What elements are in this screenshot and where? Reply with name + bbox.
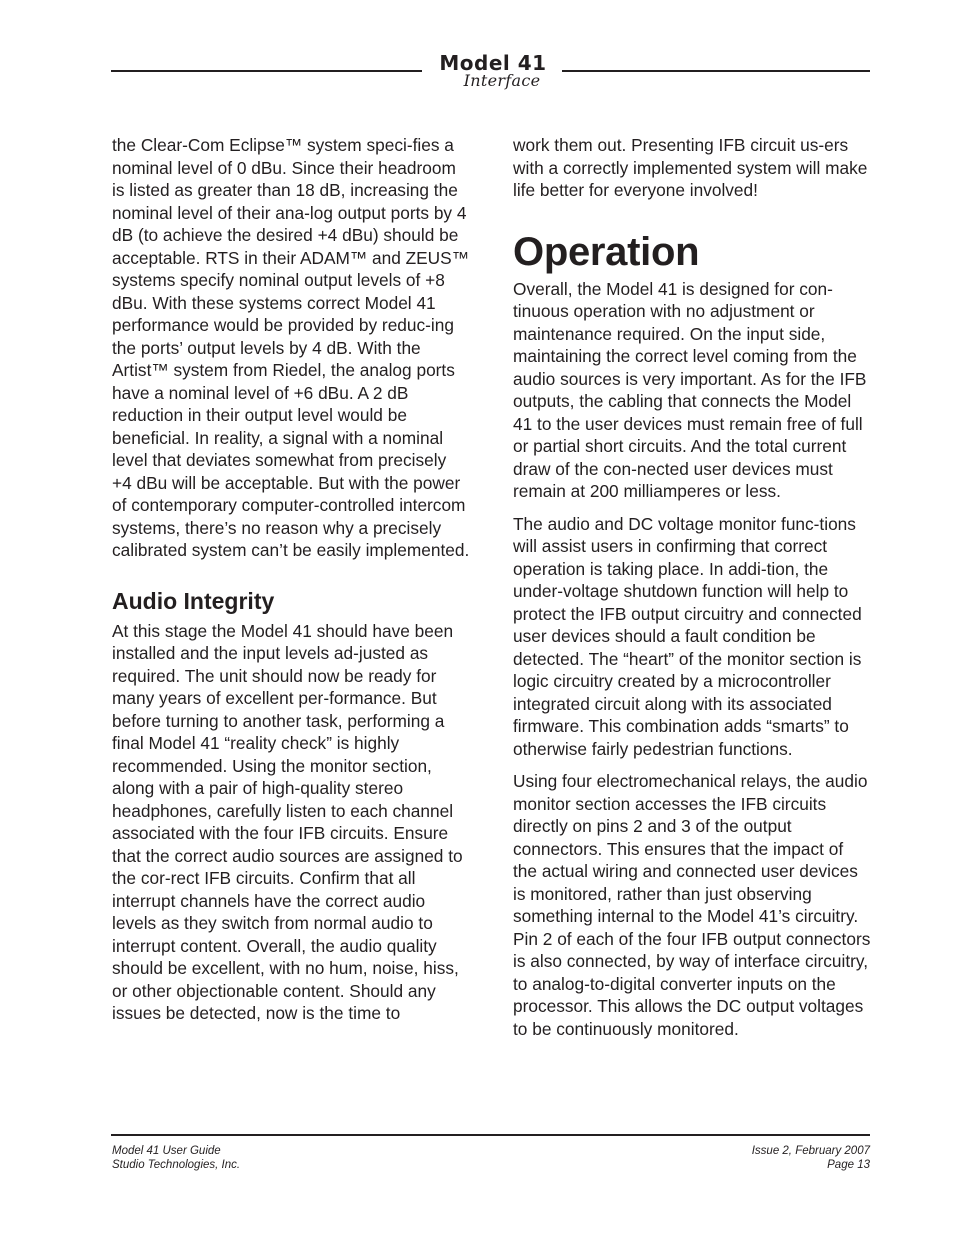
header-model-name: Model 41	[439, 51, 547, 75]
footer-page-number: Page 13	[827, 1159, 870, 1171]
operation-heading: Operation	[513, 229, 700, 274]
footer-company: Studio Technologies, Inc.	[112, 1159, 241, 1171]
footer-left	[112, 1144, 240, 1172]
operation-paragraph-2: The audio and DC voltage monitor func-tions will assist users in confirming that correct operation is taking place. In addi-tion, the under-voltage shutdown function will help to protect the IFB output circuitry and connected user devices should a fault condition be detected. The “heart” of the monitor section is logic circuitry created by a microcontroller integrated circuit along with its associated firmware. This combination adds “smarts” to otherwise fairly pedestrian functions.	[513, 513, 862, 759]
footer-rule	[111, 1134, 870, 1136]
header-rule-left	[111, 70, 422, 72]
operation-paragraph-1: Overall, the Model 41 is designed for con-tinuous operation with no adjustment or maintenance required. On the input side, maintaining the correct level coming from the audio sources is very important. As for the IFB outputs, the cabling that connects the Model 41 to the user devices must remain free of full or partial short circuits. And the total current draw of the con-nected user devices must remain at 200 milliamperes or less.	[513, 278, 867, 501]
header-rule-right	[562, 70, 870, 72]
operation-paragraph-3: Using four electromechanical relays, the audio monitor section accesses the IFB circuits directly on pins 2 and 3 of the output connectors. This ensures that the impact of the actual wiring and connected user devices is monitored, rather than just observing something internal to the Model 41’s circuitry. Pin 2 of each of the four IFB output connectors is also connected, by way of interface circuitry, to analog-to-digital converter inputs on the processor. This allows the DC output voltages to be continuously monitored.	[513, 771, 871, 1039]
right-column	[513, 134, 871, 1040]
header-brand	[428, 52, 558, 88]
header-subtitle: Interface	[463, 71, 541, 90]
audio-integrity-paragraph: At this stage the Model 41 should have been installed and the input levels ad-justed as required. The unit should now be ready for many years of excellent per-formance. But before turning to another task, performing a final Model 41 “reality check” is highly recommended. Using the monitor section, along with a pair of high-quality stereo headphones, carefully listen to each channel associated with the four IFB circuits. Ensure that the correct audio sources are assigned to the cor-rect IFB circuits. Confirm that all interrupt channels have the correct audio levels as they switch from normal audio to interrupt content. Overall, the audio quality should be excellent, with no hum, noise, hiss, or other objectionable content. Should any issues be detected, now is the time to	[112, 620, 463, 1023]
continuation-paragraph: work them out. Presenting IFB circuit us-ers with a correctly implemented system will make life better for everyone involved!	[513, 135, 868, 200]
audio-integrity-heading: Audio Integrity	[112, 587, 275, 614]
footer-right	[752, 1144, 870, 1172]
left-column	[112, 134, 470, 1025]
footer-issue: Issue 2, February 2007	[751, 1145, 870, 1157]
footer-guide-title: Model 41 User Guide	[112, 1145, 221, 1157]
intro-paragraph: the Clear-Com Eclipse™ system speci-fies a nominal level of 0 dBu. Since their headroom is listed as greater than 18 dB, increasing the nominal level of their ana-log output ports by 4 dB (to achieve the desired +4 dBu) should be acceptable. RTS in their ADAM™ and ZEUS™ systems specify nominal output levels of +8 dBu. With these systems correct Model 41 performance would be provided by reduc-ing the ports’ output levels by 4 dB. With the Artist™ system from Riedel, the analog ports have a nominal level of +6 dBu. A 2 dB reduction in their output level would be beneficial. In reality, a signal with a nominal level that deviates somewhat from precisely +4 dBu will be acceptable. But with the power of contemporary computer-controlled intercom systems, there’s no reason why a precisely calibrated system can’t be easily implemented.	[112, 135, 470, 560]
